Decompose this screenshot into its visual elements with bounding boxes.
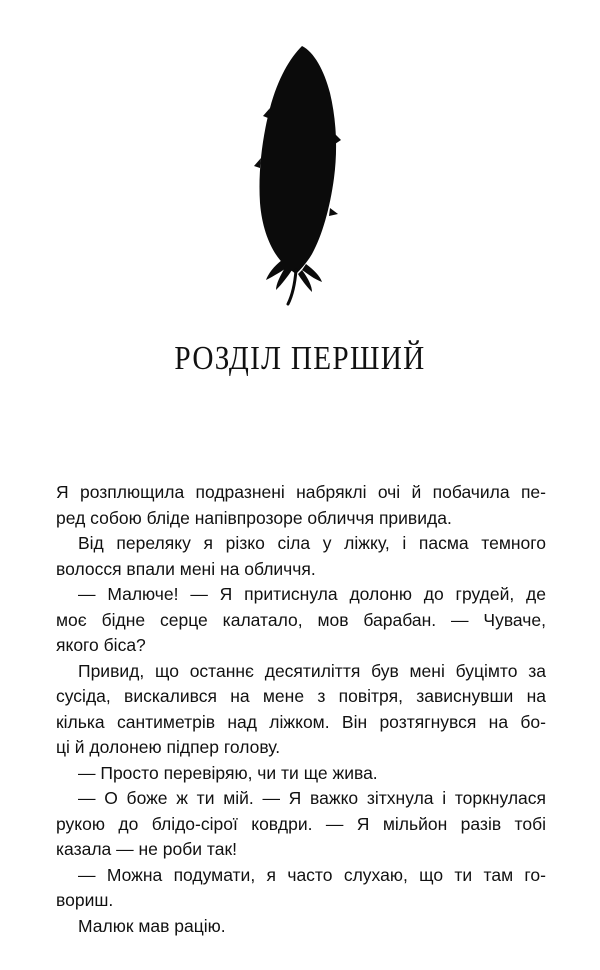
text-line: якого біса? [56, 635, 146, 655]
text-line: сусіда, вискалився на мене з повітря, зависнувши на [56, 686, 546, 706]
text-line: казала — не роби так! [56, 839, 237, 859]
text-line: ці й долонею підпер голову. [56, 737, 281, 757]
text-line: Від переляку я різко сіла у ліжку, і пасма темного [78, 533, 546, 553]
text-line: вориш. [56, 890, 114, 910]
text-line: кілька сантиметрів над ліжком. Він розтягнувся на бо- [56, 711, 546, 732]
feather-illustration [230, 38, 370, 308]
text-line: ред собою бліде напівпрозоре обличчя привида. [56, 507, 452, 528]
chapter-title: РОЗДІЛ ПЕРШИЙ [174, 340, 426, 377]
text-line: Я розплющила подразнені набряклі очі й побачила пе- [56, 482, 546, 502]
text-line: волосся впали мені на обличчя. [56, 558, 316, 579]
chapter-body [56, 480, 546, 939]
text-line: — Просто перевіряю, чи ти ще жива. [78, 762, 378, 783]
text-line: — О боже ж ти мій. — Я важко зітхнула і торкнулася [78, 788, 546, 808]
text-line: Привид, що останнє десятиліття був мені буцімто за [78, 660, 546, 681]
text-line: моє бідне серце калатало, мов барабан. — Чуваче, [56, 609, 546, 630]
text-line: — Малюче! — Я притиснула долоню до грудей, де [78, 584, 546, 604]
text-line: рукою до блідо-сірої ковдри. — Я мільйон разів тобі [56, 813, 546, 834]
text-line: Малюк мав рацію. [78, 915, 226, 936]
text-line: — Можна подумати, я часто слухаю, що ти там го- [78, 864, 546, 885]
